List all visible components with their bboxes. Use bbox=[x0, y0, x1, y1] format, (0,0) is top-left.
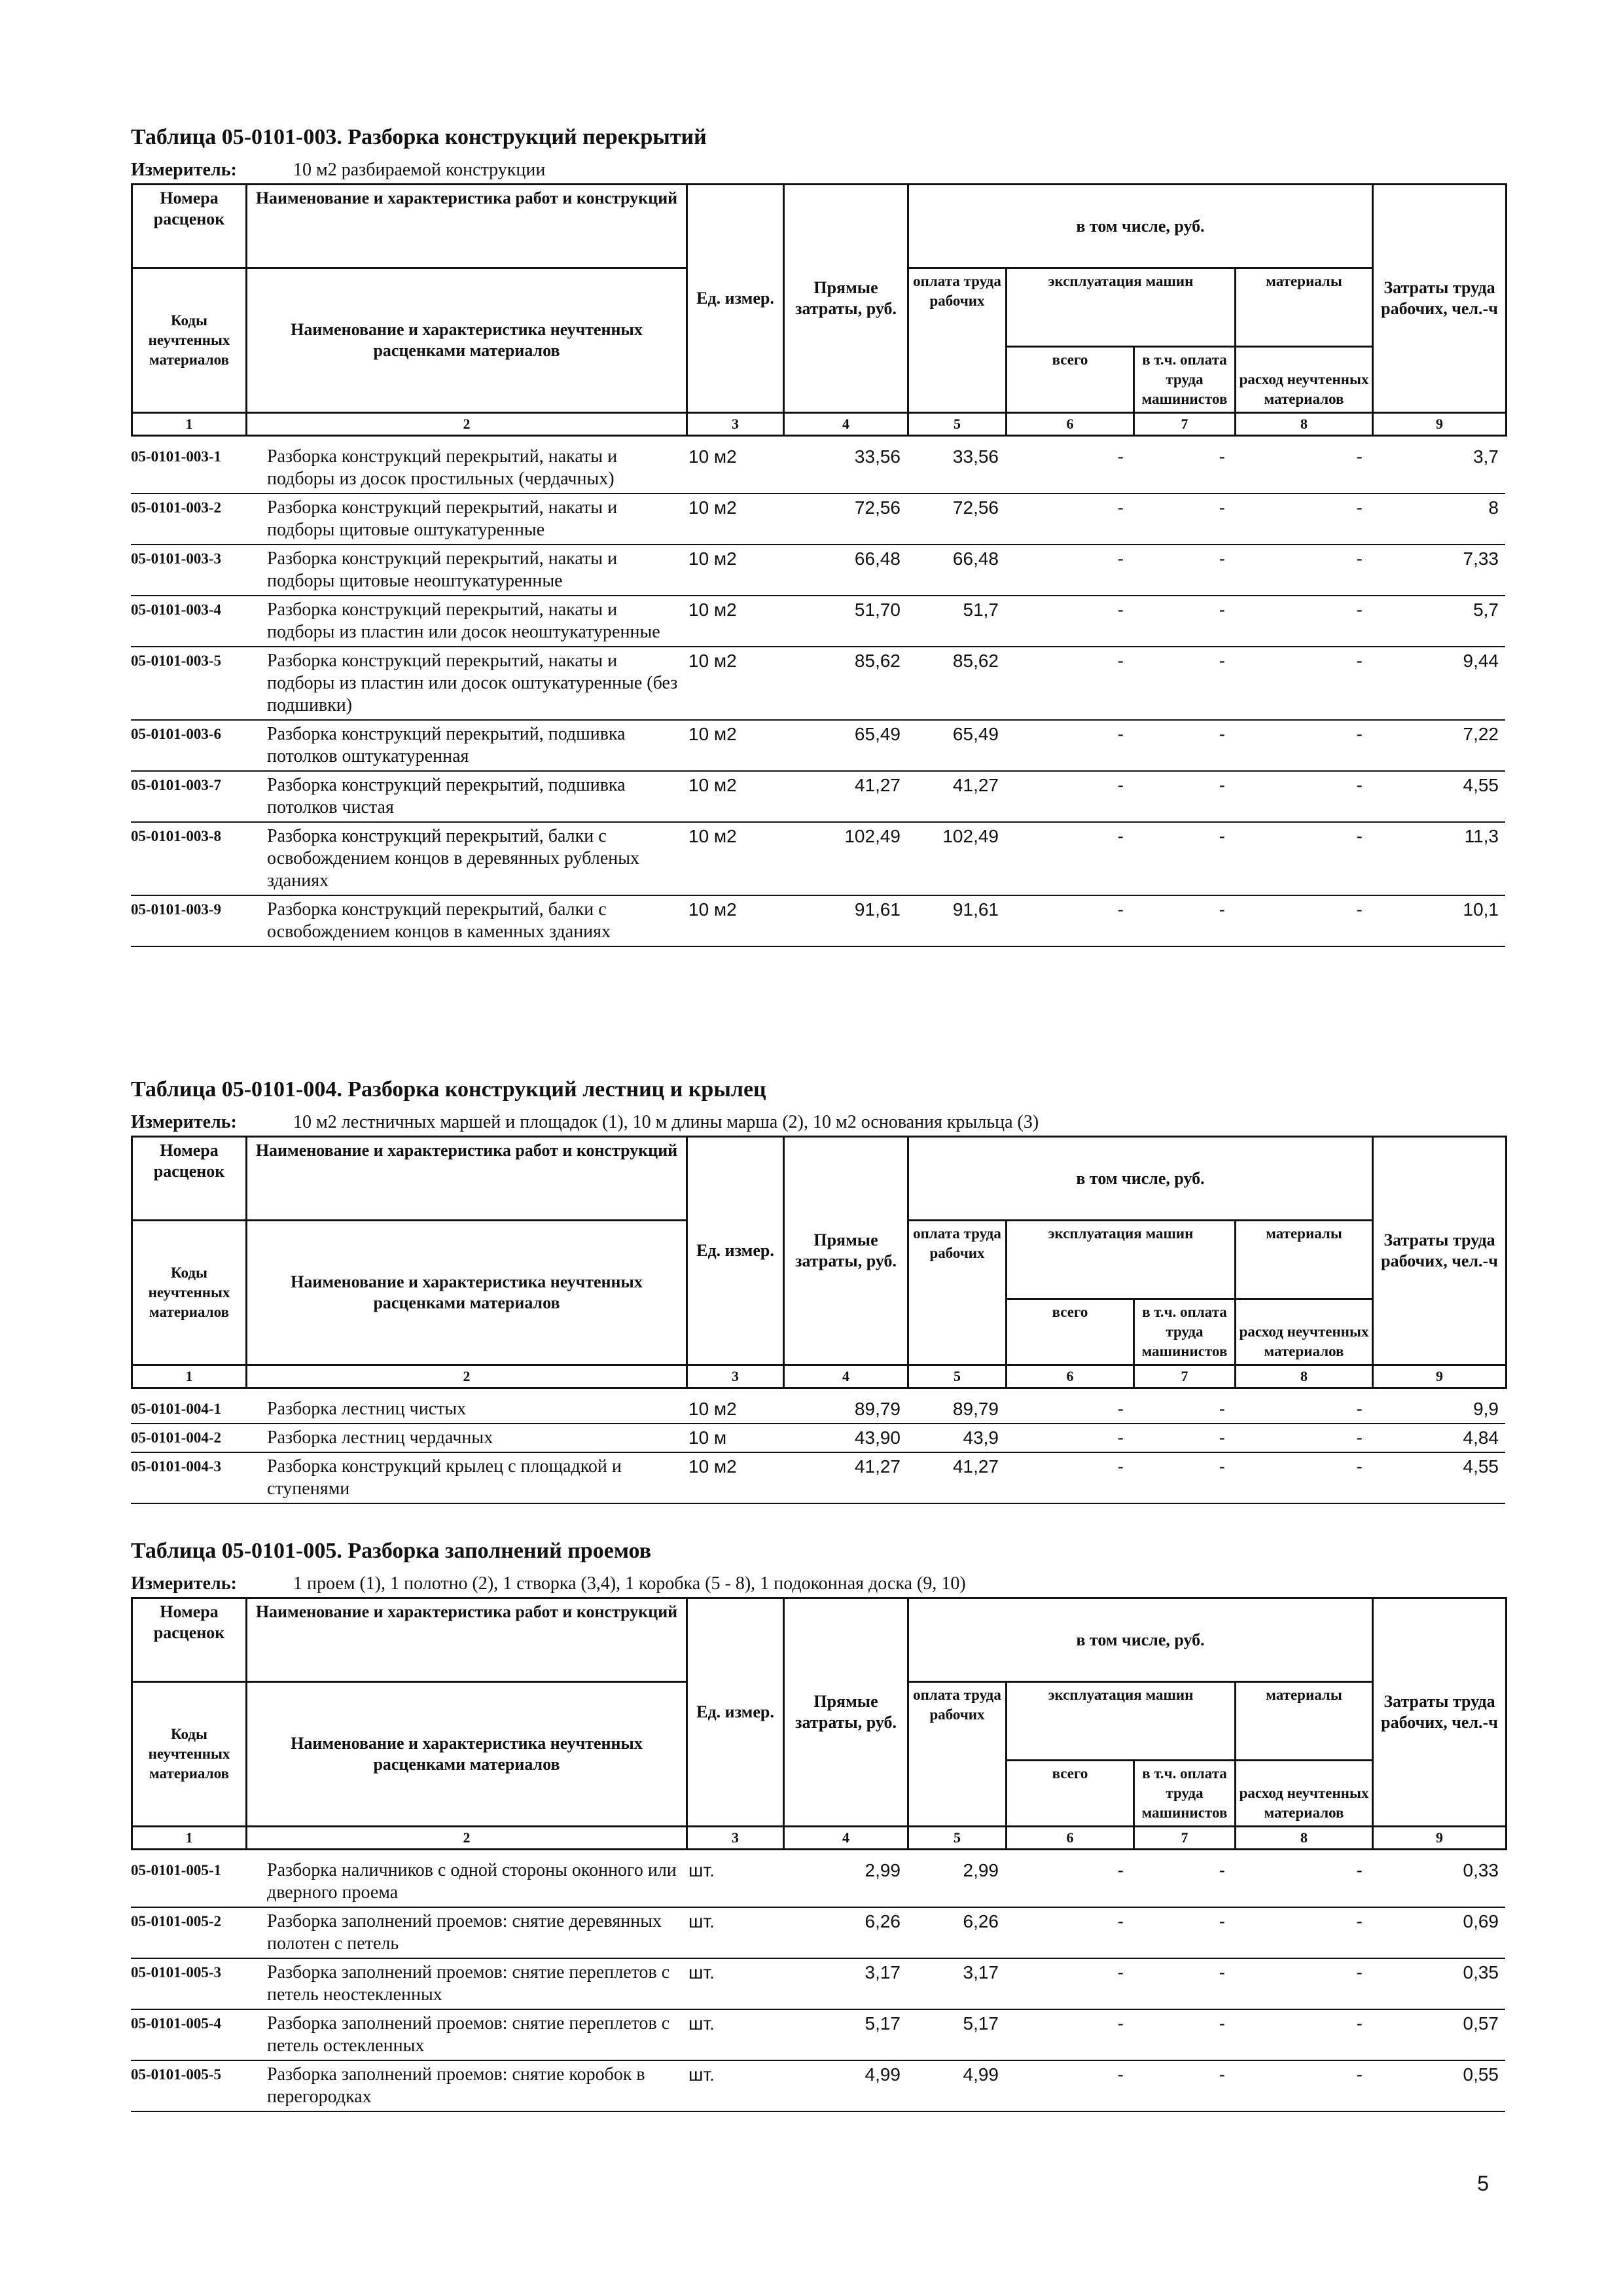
row-name: Разборка лестниц чердачных bbox=[267, 1427, 493, 1448]
row-materials: - bbox=[1356, 1911, 1363, 1931]
row-materials: - bbox=[1356, 2064, 1363, 2085]
table-title: Таблица 05-0101-003. Разборка конструкций перекрытий bbox=[131, 125, 707, 149]
row-unit: 10 м bbox=[688, 1427, 727, 1448]
row-labor-pay: 6,26 bbox=[963, 1911, 999, 1931]
row-labor-pay: 91,61 bbox=[952, 899, 999, 920]
hdr-ed-izm: Ед. измер. bbox=[687, 1137, 784, 1365]
row-direct-cost: 41,27 bbox=[854, 1456, 901, 1477]
row-labor-hours: 0,33 bbox=[1463, 1860, 1499, 1880]
row-labor-pay: 65,49 bbox=[952, 724, 999, 744]
row-direct-cost: 33,56 bbox=[854, 446, 901, 467]
row-materials: - bbox=[1356, 1427, 1363, 1448]
row-labor-pay: 33,56 bbox=[952, 446, 999, 467]
row-code: 05-0101-003-9 bbox=[131, 901, 221, 918]
hdr-rashod: расход неучтенных материалов bbox=[1236, 1299, 1373, 1365]
row-labor-hours: 11,3 bbox=[1464, 826, 1499, 846]
hdr-nomera: Номера расценок bbox=[132, 185, 247, 268]
row-unit: 10 м2 bbox=[688, 548, 737, 569]
hdr-naim-rabot: Наименование и характеристика работ и конструкций bbox=[247, 1598, 687, 1682]
hdr-oplata: оплата труда рабочих bbox=[908, 268, 1007, 413]
hdr-oplata: оплата труда рабочих bbox=[908, 1221, 1007, 1365]
data-table bbox=[131, 1395, 1505, 1504]
row-materials: - bbox=[1356, 724, 1363, 744]
row-labor-hours: 0,55 bbox=[1463, 2064, 1499, 2085]
measure-label: Измеритель: bbox=[131, 1573, 237, 1594]
row-labor-hours: 9,44 bbox=[1463, 651, 1499, 671]
row-name: Разборка конструкций перекрытий, накаты и подборы из пластин или досок оштукатуренные (без подшивки) bbox=[267, 651, 678, 715]
row-code: 05-0101-003-1 bbox=[131, 448, 221, 465]
column-numbers: 1 2 3 4 5 6 7 8 9 bbox=[132, 1365, 1507, 1388]
row-code: 05-0101-004-2 bbox=[131, 1429, 221, 1446]
row-unit: шт. bbox=[688, 1860, 715, 1880]
data-table bbox=[131, 443, 1505, 947]
row-materials: - bbox=[1356, 446, 1363, 467]
row-code: 05-0101-004-3 bbox=[131, 1458, 221, 1475]
hdr-nomera: Номера расценок bbox=[132, 1598, 247, 1682]
row-materials: - bbox=[1356, 899, 1363, 920]
row-labor-pay: 43,9 bbox=[963, 1427, 999, 1448]
row-name: Разборка лестниц чистых bbox=[267, 1399, 467, 1419]
row-labor-hours: 4,55 bbox=[1463, 775, 1499, 795]
table-row bbox=[131, 647, 1505, 720]
measure-line bbox=[131, 157, 1505, 183]
row-machines-total: - bbox=[1117, 600, 1124, 620]
section-table-005 bbox=[131, 1532, 1505, 2112]
row-name: Разборка заполнений проемов: снятие деревянных полотен с петель bbox=[267, 1911, 662, 1954]
table-row bbox=[131, 720, 1505, 771]
row-machines-total: - bbox=[1117, 446, 1124, 467]
row-labor-pay: 41,27 bbox=[952, 1456, 999, 1477]
hdr-vtch: в т.ч. оплата труда машинистов bbox=[1134, 1299, 1236, 1365]
hdr-zatraty: Затраты труда рабочих, чел.-ч bbox=[1373, 1598, 1507, 1827]
hdr-ed-izm: Ед. измер. bbox=[687, 185, 784, 413]
row-code: 05-0101-005-4 bbox=[131, 2015, 221, 2032]
row-name: Разборка конструкций перекрытий, накаты и подборы щитовые оштукатуренные bbox=[267, 497, 618, 540]
table-header bbox=[131, 183, 1507, 437]
row-machines-total: - bbox=[1117, 1911, 1124, 1931]
row-machinists-pay: - bbox=[1219, 446, 1225, 467]
hdr-vsego: всего bbox=[1007, 347, 1134, 413]
row-name: Разборка конструкций перекрытий, накаты и подборы из пластин или досок неоштукатуренные bbox=[267, 600, 660, 642]
measure-value: 10 м2 лестничных маршей и площадок (1), 10 м длины марша (2), 10 м2 основания крыльца (3) bbox=[293, 1112, 1039, 1132]
row-labor-hours: 10,1 bbox=[1463, 899, 1499, 920]
row-machinists-pay: - bbox=[1219, 1860, 1225, 1880]
row-code: 05-0101-003-5 bbox=[131, 653, 221, 669]
row-labor-hours: 8 bbox=[1488, 497, 1499, 518]
hdr-kody: Коды неучтенных материалов bbox=[132, 1682, 247, 1827]
measure-value: 10 м2 разбираемой конструкции bbox=[293, 160, 546, 180]
hdr-rashod: расход неучтенных материалов bbox=[1236, 1761, 1373, 1827]
table-row bbox=[131, 596, 1505, 647]
row-unit: 10 м2 bbox=[688, 826, 737, 846]
row-materials: - bbox=[1356, 651, 1363, 671]
row-code: 05-0101-005-2 bbox=[131, 1913, 221, 1929]
row-labor-hours: 7,22 bbox=[1463, 724, 1499, 744]
row-machinists-pay: - bbox=[1219, 775, 1225, 795]
row-name: Разборка заполнений проемов: снятие переплетов с петель остекленных bbox=[267, 2013, 670, 2056]
table-title: Таблица 05-0101-004. Разборка конструкций лестниц и крылец bbox=[131, 1077, 766, 1102]
table-title: Таблица 05-0101-005. Разборка заполнений проемов bbox=[131, 1539, 652, 1563]
row-labor-pay: 66,48 bbox=[952, 548, 999, 569]
row-materials: - bbox=[1356, 1456, 1363, 1477]
hdr-v-tom-chisle: в том числе, руб. bbox=[908, 1598, 1373, 1682]
row-machines-total: - bbox=[1117, 548, 1124, 569]
row-name: Разборка конструкций перекрытий, накаты и подборы из досок простильных (чердачных) bbox=[267, 446, 618, 489]
hdr-zatraty: Затраты труда рабочих, чел.-ч bbox=[1373, 1137, 1507, 1365]
row-machines-total: - bbox=[1117, 497, 1124, 518]
row-name: Разборка конструкций перекрытий, накаты и подборы щитовые неоштукатуренные bbox=[267, 548, 618, 591]
row-machines-total: - bbox=[1117, 1962, 1124, 1982]
data-table bbox=[131, 1857, 1505, 2112]
row-unit: 10 м2 bbox=[688, 497, 737, 518]
row-unit: 10 м2 bbox=[688, 775, 737, 795]
row-code: 05-0101-003-6 bbox=[131, 726, 221, 742]
row-labor-pay: 5,17 bbox=[963, 2013, 999, 2034]
row-labor-pay: 102,49 bbox=[942, 826, 999, 846]
row-labor-pay: 3,17 bbox=[963, 1962, 999, 1982]
measure-line bbox=[131, 1571, 1505, 1597]
row-machines-total: - bbox=[1117, 651, 1124, 671]
hdr-vtch: в т.ч. оплата труда машинистов bbox=[1134, 347, 1236, 413]
measure-label: Измеритель: bbox=[131, 160, 237, 180]
hdr-naim-mat: Наименование и характеристика неучтенных расценками материалов bbox=[247, 268, 687, 413]
row-direct-cost: 102,49 bbox=[844, 826, 901, 846]
row-code: 05-0101-005-1 bbox=[131, 1862, 221, 1878]
row-machinists-pay: - bbox=[1219, 724, 1225, 744]
row-labor-pay: 85,62 bbox=[952, 651, 999, 671]
row-machinists-pay: - bbox=[1219, 651, 1225, 671]
column-numbers: 1 2 3 4 5 6 7 8 9 bbox=[132, 413, 1507, 436]
row-machinists-pay: - bbox=[1219, 1962, 1225, 1982]
hdr-v-tom-chisle: в том числе, руб. bbox=[908, 185, 1373, 268]
row-labor-hours: 4,55 bbox=[1463, 1456, 1499, 1477]
hdr-materialy: материалы bbox=[1236, 1682, 1373, 1761]
row-unit: 10 м2 bbox=[688, 651, 737, 671]
row-machines-total: - bbox=[1117, 1427, 1124, 1448]
row-name: Разборка конструкций крылец с площадкой и ступенями bbox=[267, 1456, 622, 1499]
row-name: Разборка конструкций перекрытий, подшивка потолков оштукатуренная bbox=[267, 724, 626, 766]
hdr-ekspl: эксплуатация машин bbox=[1007, 1682, 1236, 1761]
row-labor-pay: 41,27 bbox=[952, 775, 999, 795]
row-materials: - bbox=[1356, 497, 1363, 518]
row-materials: - bbox=[1356, 2013, 1363, 2034]
row-machinists-pay: - bbox=[1219, 2064, 1225, 2085]
row-unit: шт. bbox=[688, 2013, 715, 2034]
hdr-rashod: расход неучтенных материалов bbox=[1236, 347, 1373, 413]
table-row bbox=[131, 771, 1505, 822]
row-name: Разборка конструкций перекрытий, балки с освобождением концов в деревянных рубленых зданиях bbox=[267, 826, 640, 891]
row-labor-pay: 2,99 bbox=[963, 1860, 999, 1880]
row-machinists-pay: - bbox=[1219, 548, 1225, 569]
row-materials: - bbox=[1356, 1962, 1363, 1982]
table-row bbox=[131, 443, 1505, 493]
hdr-naim-mat: Наименование и характеристика неучтенных расценками материалов bbox=[247, 1221, 687, 1365]
row-direct-cost: 91,61 bbox=[854, 899, 901, 920]
row-direct-cost: 43,90 bbox=[854, 1427, 901, 1448]
hdr-oplata: оплата труда рабочих bbox=[908, 1682, 1007, 1827]
table-row bbox=[131, 1907, 1505, 1958]
row-machinists-pay: - bbox=[1219, 826, 1225, 846]
row-name: Разборка заполнений проемов: снятие переплетов с петель неостекленных bbox=[267, 1962, 670, 2005]
table-row bbox=[131, 822, 1505, 895]
hdr-v-tom-chisle: в том числе, руб. bbox=[908, 1137, 1373, 1221]
row-machines-total: - bbox=[1117, 724, 1124, 744]
row-machinists-pay: - bbox=[1219, 1399, 1225, 1419]
row-machinists-pay: - bbox=[1219, 1911, 1225, 1931]
row-name: Разборка заполнений проемов: снятие коробок в перегородках bbox=[267, 2064, 645, 2107]
hdr-vtch: в т.ч. оплата труда машинистов bbox=[1134, 1761, 1236, 1827]
row-labor-hours: 3,7 bbox=[1473, 446, 1499, 467]
hdr-vsego: всего bbox=[1007, 1761, 1134, 1827]
hdr-pryamye: Прямые затраты, руб. bbox=[784, 185, 908, 413]
row-machinists-pay: - bbox=[1219, 1427, 1225, 1448]
table-header bbox=[131, 1597, 1507, 1850]
row-labor-hours: 0,57 bbox=[1463, 2013, 1499, 2034]
hdr-nomera: Номера расценок bbox=[132, 1137, 247, 1221]
hdr-naim-rabot: Наименование и характеристика работ и конструкций bbox=[247, 185, 687, 268]
hdr-ed-izm: Ед. измер. bbox=[687, 1598, 784, 1827]
row-direct-cost: 5,17 bbox=[865, 2013, 901, 2034]
row-code: 05-0101-003-2 bbox=[131, 499, 221, 516]
table-row bbox=[131, 2060, 1505, 2111]
hdr-materialy: материалы bbox=[1236, 268, 1373, 347]
page-number: 5 bbox=[1477, 2172, 1489, 2195]
row-unit: 10 м2 bbox=[688, 600, 737, 620]
row-materials: - bbox=[1356, 826, 1363, 846]
row-name: Разборка конструкций перекрытий, балки с освобождением концов в каменных зданиях bbox=[267, 899, 611, 942]
row-code: 05-0101-003-7 bbox=[131, 777, 221, 793]
row-unit: 10 м2 bbox=[688, 1456, 737, 1477]
row-labor-pay: 4,99 bbox=[963, 2064, 999, 2085]
measure-label: Измеритель: bbox=[131, 1112, 237, 1132]
row-unit: шт. bbox=[688, 1911, 715, 1931]
row-code: 05-0101-005-5 bbox=[131, 2066, 221, 2083]
measure-line bbox=[131, 1109, 1505, 1136]
hdr-pryamye: Прямые затраты, руб. bbox=[784, 1598, 908, 1827]
row-unit: шт. bbox=[688, 1962, 715, 1982]
row-labor-pay: 51,7 bbox=[963, 600, 999, 620]
row-code: 05-0101-003-3 bbox=[131, 550, 221, 567]
row-materials: - bbox=[1356, 1860, 1363, 1880]
row-machinists-pay: - bbox=[1219, 899, 1225, 920]
row-code: 05-0101-004-1 bbox=[131, 1401, 221, 1417]
row-direct-cost: 4,99 bbox=[865, 2064, 901, 2085]
row-direct-cost: 66,48 bbox=[854, 548, 901, 569]
row-unit: шт. bbox=[688, 2064, 715, 2085]
row-machinists-pay: - bbox=[1219, 600, 1225, 620]
section-table-003 bbox=[131, 118, 1505, 947]
row-machines-total: - bbox=[1117, 1456, 1124, 1477]
hdr-ekspl: эксплуатация машин bbox=[1007, 268, 1236, 347]
row-direct-cost: 3,17 bbox=[865, 1962, 901, 1982]
table-header bbox=[131, 1136, 1507, 1389]
row-machinists-pay: - bbox=[1219, 2013, 1225, 2034]
row-labor-hours: 5,7 bbox=[1473, 600, 1499, 620]
row-direct-cost: 85,62 bbox=[854, 651, 901, 671]
hdr-vsego: всего bbox=[1007, 1299, 1134, 1365]
row-machines-total: - bbox=[1117, 1399, 1124, 1419]
row-machines-total: - bbox=[1117, 775, 1124, 795]
row-unit: 10 м2 bbox=[688, 724, 737, 744]
hdr-zatraty: Затраты труда рабочих, чел.-ч bbox=[1373, 185, 1507, 413]
row-code: 05-0101-003-8 bbox=[131, 828, 221, 844]
table-row bbox=[131, 1395, 1505, 1424]
row-machines-total: - bbox=[1117, 2013, 1124, 2034]
table-row bbox=[131, 1857, 1505, 1907]
row-direct-cost: 2,99 bbox=[865, 1860, 901, 1880]
row-machines-total: - bbox=[1117, 899, 1124, 920]
row-machines-total: - bbox=[1117, 1860, 1124, 1880]
measure-value: 1 проем (1), 1 полотно (2), 1 створка (3,4), 1 коробка (5 - 8), 1 подоконная доска (9, 10) bbox=[293, 1573, 966, 1594]
row-machinists-pay: - bbox=[1219, 1456, 1225, 1477]
table-row bbox=[131, 895, 1505, 946]
row-name: Разборка конструкций перекрытий, подшивка потолков чистая bbox=[267, 775, 626, 817]
hdr-ekspl: эксплуатация машин bbox=[1007, 1221, 1236, 1299]
row-labor-hours: 0,35 bbox=[1463, 1962, 1499, 1982]
row-code: 05-0101-005-3 bbox=[131, 1964, 221, 1981]
row-unit: 10 м2 bbox=[688, 446, 737, 467]
row-direct-cost: 51,70 bbox=[854, 600, 901, 620]
row-materials: - bbox=[1356, 775, 1363, 795]
row-machines-total: - bbox=[1117, 2064, 1124, 2085]
row-name: Разборка наличников с одной стороны оконного или дверного проема bbox=[267, 1860, 677, 1903]
table-row bbox=[131, 1958, 1505, 2009]
hdr-kody: Коды неучтенных материалов bbox=[132, 268, 247, 413]
row-code: 05-0101-003-4 bbox=[131, 601, 221, 618]
row-materials: - bbox=[1356, 1399, 1363, 1419]
table-row bbox=[131, 1452, 1505, 1503]
row-labor-hours: 7,33 bbox=[1463, 548, 1499, 569]
hdr-pryamye: Прямые затраты, руб. bbox=[784, 1137, 908, 1365]
row-unit: 10 м2 bbox=[688, 1399, 737, 1419]
table-row bbox=[131, 2009, 1505, 2060]
table-row bbox=[131, 545, 1505, 596]
hdr-naim-mat: Наименование и характеристика неучтенных расценками материалов bbox=[247, 1682, 687, 1827]
row-direct-cost: 41,27 bbox=[854, 775, 901, 795]
row-machinists-pay: - bbox=[1219, 497, 1225, 518]
row-materials: - bbox=[1356, 600, 1363, 620]
row-machines-total: - bbox=[1117, 826, 1124, 846]
hdr-materialy: материалы bbox=[1236, 1221, 1373, 1299]
row-direct-cost: 89,79 bbox=[854, 1399, 901, 1419]
row-direct-cost: 72,56 bbox=[854, 497, 901, 518]
row-unit: 10 м2 bbox=[688, 899, 737, 920]
table-row bbox=[131, 1424, 1505, 1452]
column-numbers: 1 2 3 4 5 6 7 8 9 bbox=[132, 1827, 1507, 1850]
row-labor-pay: 89,79 bbox=[952, 1399, 999, 1419]
hdr-naim-rabot: Наименование и характеристика работ и конструкций bbox=[247, 1137, 687, 1221]
row-labor-pay: 72,56 bbox=[952, 497, 999, 518]
table-row bbox=[131, 493, 1505, 545]
row-direct-cost: 65,49 bbox=[854, 724, 901, 744]
row-labor-hours: 9,9 bbox=[1473, 1399, 1499, 1419]
row-direct-cost: 6,26 bbox=[865, 1911, 901, 1931]
section-table-004 bbox=[131, 1070, 1505, 1504]
row-labor-hours: 0,69 bbox=[1463, 1911, 1499, 1931]
row-materials: - bbox=[1356, 548, 1363, 569]
hdr-kody: Коды неучтенных материалов bbox=[132, 1221, 247, 1365]
row-labor-hours: 4,84 bbox=[1463, 1427, 1499, 1448]
